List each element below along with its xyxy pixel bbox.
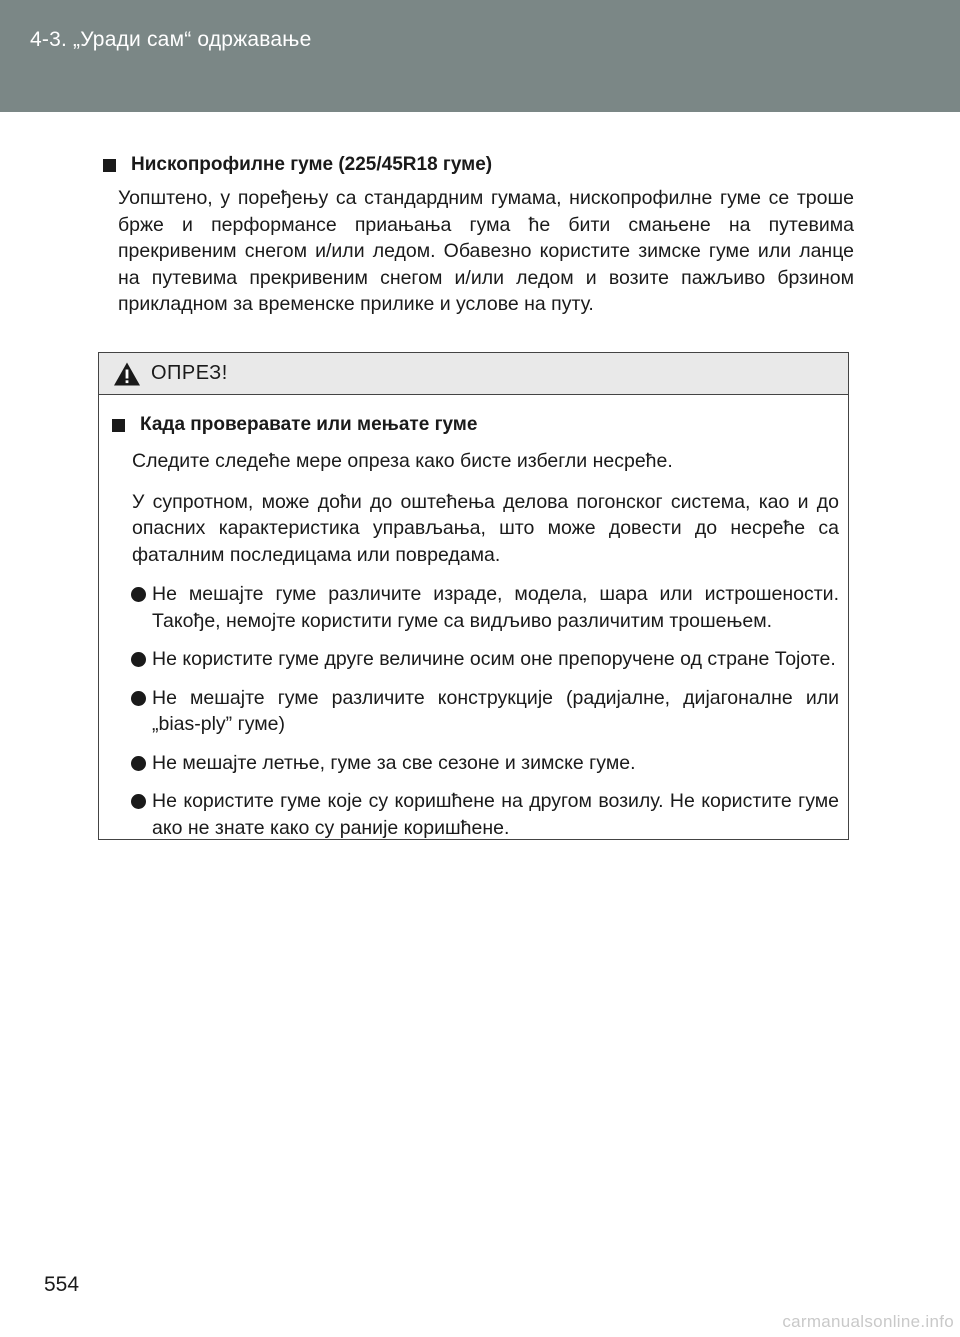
section-heading — [102, 152, 854, 178]
page-number: 554 — [44, 1273, 80, 1296]
bullet-dot-icon — [131, 587, 146, 602]
square-bullet-icon — [103, 159, 116, 172]
bullet-item — [111, 750, 839, 777]
bullet-item — [111, 646, 839, 673]
bullet-dot-icon — [131, 691, 146, 706]
bullet-dot-icon — [131, 794, 146, 809]
square-bullet-icon — [112, 419, 125, 432]
bullet-text: Не мешајте гуме различите израде, модела, шара или истрошености. Такође, немојте користити гуме са видљиво различитим трошењем. — [152, 583, 839, 632]
caution-title: ОПРЕЗ! — [151, 362, 228, 384]
bullet-text: Не користите гуме друге величине осим оне препоручене од стране Тојоте. — [152, 648, 836, 670]
caution-paragraph: У супротном, може доћи до оштећења делова погонског система, као и до опасних карактеристика управљања, што може довести до несреће са фаталним последицама или повредама. — [132, 490, 839, 566]
caution-heading — [111, 412, 839, 438]
section-body: Уопштено, у поређењу са стандардним гумама, нископрофилне гуме се троше брже и перформансе приањања гума ће бити смањене на путевима прекривеним снегом и/или ледом. Обавезно користите зимске гуме или ланце на путевима прекривеним снегом и/или ледом и возите пажљиво брзином прикладном за временске прилике и услове на путу. — [118, 187, 854, 315]
caution-header — [99, 353, 848, 395]
chapter-title: 4-3. „Уради сам“ одржавање — [30, 28, 312, 51]
caution-content — [99, 395, 848, 841]
bullet-text: Не мешајте гуме различите конструкције (радијалне, дијагоналне или „bias-ply” гуме) — [152, 686, 839, 735]
warning-triangle-icon — [113, 361, 141, 387]
header-band — [0, 0, 960, 112]
bullet-item — [111, 581, 839, 634]
caution-heading-text: Када проверавате или мењате гуме — [140, 414, 478, 435]
bullet-text: Не мешајте летње, гуме за све сезоне и зимске гуме. — [152, 751, 636, 774]
caution-box — [98, 352, 849, 840]
bullet-item — [111, 685, 839, 738]
watermark: carmanualsonline.info — [782, 1312, 954, 1331]
section-heading-text: Нископрофилне гуме (225/45R18 гуме) — [131, 154, 493, 175]
bullet-item — [111, 788, 839, 841]
caution-paragraph: Следите следеће мере опреза како бисте избегли несреће. — [132, 450, 673, 472]
caution-bullet-list — [111, 581, 839, 841]
bullet-dot-icon — [131, 652, 146, 667]
low-profile-tires-section — [102, 152, 854, 318]
bullet-dot-icon — [131, 756, 146, 771]
bullet-text: Не користите гуме које су коришћене на другом возилу. Не користите гуме ако не знате како су раније коришћене. — [152, 790, 839, 839]
